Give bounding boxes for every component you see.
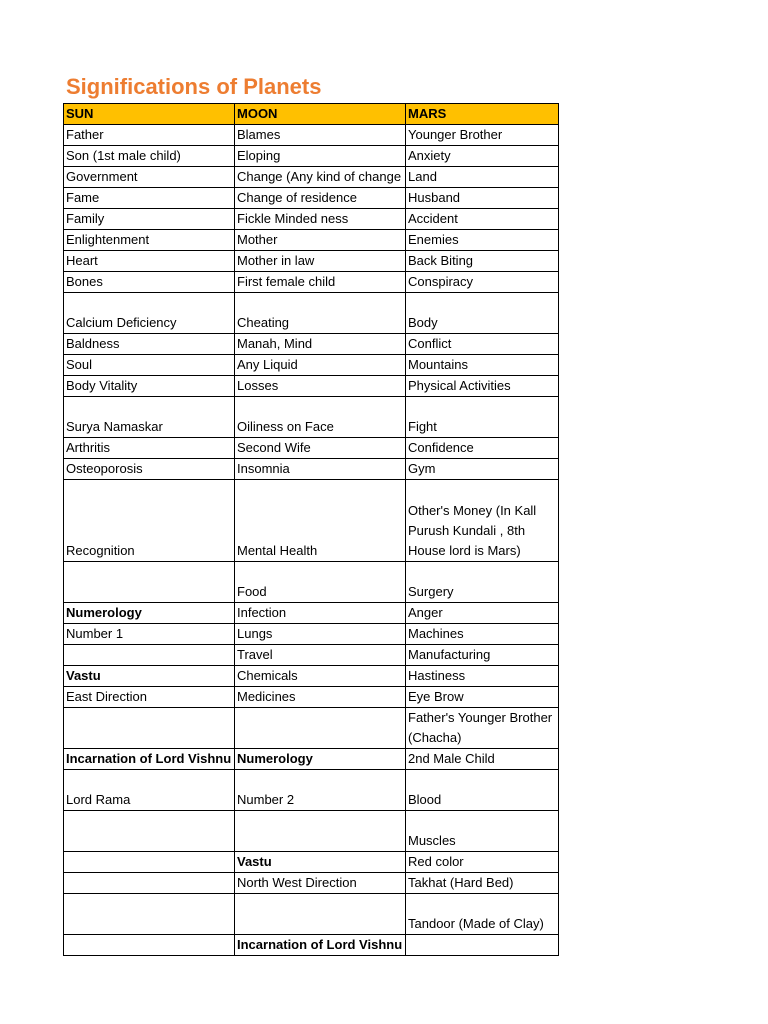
table-row: [64, 480, 559, 562]
mars-cell: Land: [406, 167, 559, 188]
moon-cell: Eloping: [235, 146, 406, 167]
sun-cell: Family: [64, 209, 235, 230]
table-row: [64, 146, 559, 167]
column-header-moon: MOON: [235, 104, 406, 125]
planets-table: [63, 103, 559, 956]
sun-cell: Number 1: [64, 624, 235, 645]
sun-cell: [64, 894, 235, 935]
table-row: [64, 293, 559, 334]
moon-cell: Numerology: [235, 749, 406, 770]
moon-cell: Cheating: [235, 293, 406, 334]
table-row: [64, 666, 559, 687]
sun-cell: [64, 562, 235, 603]
mars-cell: Fight: [406, 397, 559, 438]
moon-cell: Mother: [235, 230, 406, 251]
table-row: [64, 749, 559, 770]
sun-cell: Osteoporosis: [64, 459, 235, 480]
mars-cell: Back Biting: [406, 251, 559, 272]
moon-cell: Lungs: [235, 624, 406, 645]
mars-cell: Muscles: [406, 811, 559, 852]
sun-cell: [64, 708, 235, 749]
header-row: [64, 104, 559, 125]
mars-cell: Conspiracy: [406, 272, 559, 293]
mars-cell: Accident: [406, 209, 559, 230]
table-row: [64, 209, 559, 230]
moon-cell: [235, 708, 406, 749]
table-row: [64, 355, 559, 376]
moon-cell: Oiliness on Face: [235, 397, 406, 438]
moon-cell: First female child: [235, 272, 406, 293]
moon-cell: Food: [235, 562, 406, 603]
moon-cell: Insomnia: [235, 459, 406, 480]
mars-cell: Hastiness: [406, 666, 559, 687]
sun-cell: Vastu: [64, 666, 235, 687]
sun-cell: Incarnation of Lord Vishnu: [64, 749, 235, 770]
moon-cell: Manah, Mind: [235, 334, 406, 355]
table-row: [64, 272, 559, 293]
page-title: Significations of Planets: [66, 74, 322, 99]
mars-cell: Machines: [406, 624, 559, 645]
table-row: [64, 687, 559, 708]
table-row: [64, 624, 559, 645]
table-row: [64, 188, 559, 209]
moon-cell: Blames: [235, 125, 406, 146]
sun-cell: Baldness: [64, 334, 235, 355]
sun-cell: [64, 811, 235, 852]
moon-cell: Chemicals: [235, 666, 406, 687]
moon-cell: Infection: [235, 603, 406, 624]
moon-cell: Fickle Minded ness: [235, 209, 406, 230]
moon-cell: Losses: [235, 376, 406, 397]
sun-cell: Calcium Deficiency: [64, 293, 235, 334]
moon-cell: Change of residence: [235, 188, 406, 209]
table-row: [64, 125, 559, 146]
mars-cell: Enemies: [406, 230, 559, 251]
table-row: [64, 230, 559, 251]
sun-cell: Body Vitality: [64, 376, 235, 397]
sun-cell: East Direction: [64, 687, 235, 708]
mars-cell: Eye Brow: [406, 687, 559, 708]
sun-cell: [64, 645, 235, 666]
sun-cell: Heart: [64, 251, 235, 272]
moon-cell: Any Liquid: [235, 355, 406, 376]
mars-cell: Takhat (Hard Bed): [406, 873, 559, 894]
mars-cell: [406, 935, 559, 956]
sun-cell: [64, 873, 235, 894]
mars-cell: Confidence: [406, 438, 559, 459]
column-header-sun: SUN: [64, 104, 235, 125]
column-header-mars: MARS: [406, 104, 559, 125]
sun-cell: Arthritis: [64, 438, 235, 459]
table-row: [64, 251, 559, 272]
table-row: [64, 811, 559, 852]
sun-cell: Lord Rama: [64, 770, 235, 811]
table-row: [64, 438, 559, 459]
sun-cell: [64, 852, 235, 873]
sun-cell: Fame: [64, 188, 235, 209]
mars-cell: Younger Brother: [406, 125, 559, 146]
sun-cell: Government: [64, 167, 235, 188]
sun-cell: Surya Namaskar: [64, 397, 235, 438]
sun-cell: [64, 935, 235, 956]
table-row: [64, 397, 559, 438]
sun-cell: Son (1st male child): [64, 146, 235, 167]
table-row: [64, 167, 559, 188]
sun-cell: Enlightenment: [64, 230, 235, 251]
moon-cell: Vastu: [235, 852, 406, 873]
moon-cell: Mental Health: [235, 480, 406, 562]
mars-cell: Physical Activities: [406, 376, 559, 397]
table-row: [64, 852, 559, 873]
mars-cell: Mountains: [406, 355, 559, 376]
mars-cell: 2nd Male Child: [406, 749, 559, 770]
table-row: [64, 603, 559, 624]
table-row: [64, 935, 559, 956]
sun-cell: Numerology: [64, 603, 235, 624]
sun-cell: Soul: [64, 355, 235, 376]
mars-cell: Body: [406, 293, 559, 334]
mars-cell: Tandoor (Made of Clay): [406, 894, 559, 935]
table-row: [64, 894, 559, 935]
moon-cell: Change (Any kind of change: [235, 167, 406, 188]
moon-cell: Incarnation of Lord Vishnu: [235, 935, 406, 956]
mars-cell: Anxiety: [406, 146, 559, 167]
table-row: [64, 562, 559, 603]
moon-cell: Number 2: [235, 770, 406, 811]
sun-cell: Bones: [64, 272, 235, 293]
moon-cell: Mother in law: [235, 251, 406, 272]
table-row: [64, 645, 559, 666]
moon-cell: [235, 894, 406, 935]
table-row: [64, 770, 559, 811]
table-row: [64, 873, 559, 894]
table-row: [64, 376, 559, 397]
mars-cell: Father's Younger Brother (Chacha): [406, 708, 559, 749]
sun-cell: Father: [64, 125, 235, 146]
mars-cell: Anger: [406, 603, 559, 624]
table-row: [64, 708, 559, 749]
moon-cell: [235, 811, 406, 852]
moon-cell: Travel: [235, 645, 406, 666]
mars-cell: Manufacturing: [406, 645, 559, 666]
mars-cell: Blood: [406, 770, 559, 811]
mars-cell: Other's Money (In Kall Purush Kundali , 8th House lord is Mars): [406, 480, 559, 562]
mars-cell: Red color: [406, 852, 559, 873]
mars-cell: Husband: [406, 188, 559, 209]
moon-cell: Second Wife: [235, 438, 406, 459]
mars-cell: Conflict: [406, 334, 559, 355]
mars-cell: Surgery: [406, 562, 559, 603]
moon-cell: North West Direction: [235, 873, 406, 894]
mars-cell: Gym: [406, 459, 559, 480]
table-row: [64, 334, 559, 355]
moon-cell: Medicines: [235, 687, 406, 708]
table-row: [64, 459, 559, 480]
sun-cell: Recognition: [64, 480, 235, 562]
